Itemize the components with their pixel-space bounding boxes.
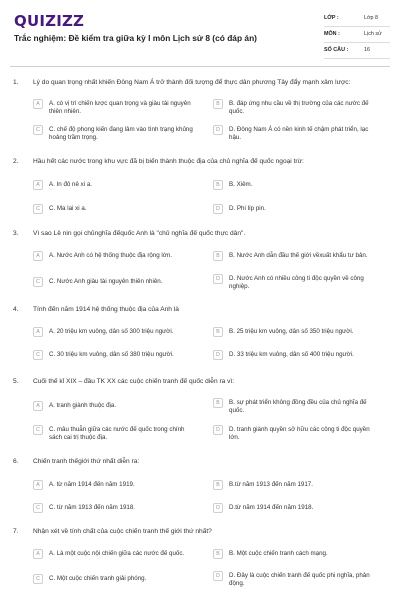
meta-label: MÔN : bbox=[324, 31, 340, 37]
question-text: Vì sao Lê nin gọi chủnghĩa đếquốc Anh là "chủ nghĩa đế quốc thực dân". bbox=[33, 230, 246, 237]
option-text: B.từ năm 1913 đến năm 1917. bbox=[229, 481, 313, 488]
option-text: A. tranh giành thuộc địa. bbox=[49, 402, 117, 409]
page-title: Trắc nghiệm: Đề kiểm tra giữa kỳ I môn Lịch sử 8 (có đáp án) bbox=[14, 33, 257, 43]
option-letter-box: B bbox=[213, 251, 223, 261]
question-text: Chiến tranh thếgiới thứ nhất diễn ra: bbox=[33, 458, 140, 465]
option-text: A. Là một cuộc nội chiến giữa các nước đế quốc. bbox=[49, 550, 185, 557]
option-letter-box: A bbox=[33, 401, 43, 411]
question-text: Hầu hết các nước trong khu vực đã bị biến thành thuộc địa của chủ nghĩa đế quốc ngoại trừ: bbox=[33, 158, 304, 165]
question-number: 7. bbox=[13, 528, 19, 535]
option-text: A. In đô nê xi a. bbox=[49, 181, 92, 188]
option-text: B. Nước Anh dẫn đầu thế giới vềxuất khẩu tư bản. bbox=[229, 252, 368, 259]
option-letter-box: A bbox=[33, 180, 43, 190]
option-text: C. Một cuộc chiến tranh giải phóng. bbox=[49, 575, 147, 582]
option-letter-box: D bbox=[213, 425, 223, 435]
option-letter-box: B bbox=[213, 549, 223, 559]
option-letter-box: B bbox=[213, 480, 223, 490]
option-letter-box: C bbox=[33, 125, 43, 135]
option-text: D. Đây là cuộc chiến tranh đế quốc phi nghĩa, phản động. bbox=[229, 572, 370, 587]
option-text: B. Một cuộc chiến tranh cách mạng. bbox=[229, 550, 328, 557]
option-letter-box: D bbox=[213, 571, 223, 581]
option-text: D. 33 triệu km vuông, dân số 400 triệu người. bbox=[229, 351, 354, 358]
option-text: A. có vị trí chiến lược quan trọng và giàu tài nguyên thiên nhiên. bbox=[49, 100, 191, 115]
option-text: C. 30 triệu km vuông, dân số 380 triệu người. bbox=[49, 351, 174, 358]
meta-value: 16 bbox=[364, 47, 370, 53]
option-text: B. 25 triệu km vuông, dân số 350 triệu người. bbox=[229, 328, 354, 335]
option-text: A. 20 triệu km vuông, dân số 300 triệu người. bbox=[49, 328, 174, 335]
meta-value: Lịch sử bbox=[364, 31, 382, 37]
question-number: 1. bbox=[13, 79, 19, 86]
option-letter-box: A bbox=[33, 251, 43, 261]
option-letter-box: C bbox=[33, 204, 43, 214]
option-letter-box: B bbox=[213, 327, 223, 337]
meta-label: SỐ CÂU : bbox=[324, 47, 349, 53]
question-number: 6. bbox=[13, 458, 19, 465]
option-text: A. Nước Anh có hệ thống thuộc địa rộng lớn. bbox=[49, 252, 173, 259]
worksheet-header bbox=[0, 0, 400, 64]
option-letter-box: B bbox=[213, 99, 223, 109]
meta-row-question-count bbox=[324, 44, 390, 59]
option-letter-box: C bbox=[33, 574, 43, 584]
question-number: 4. bbox=[13, 306, 19, 313]
option-letter-box: D bbox=[213, 350, 223, 360]
option-letter-box: D bbox=[213, 503, 223, 513]
option-text: D. Nước Anh có nhiều công ti độc quyền về công nghiệp. bbox=[229, 275, 364, 290]
option-letter-box: C bbox=[33, 503, 43, 513]
option-letter-box: D bbox=[213, 204, 223, 214]
header-divider bbox=[10, 66, 390, 67]
quizizz-logo: QUIZIZZ bbox=[14, 12, 85, 30]
option-letter-box: A bbox=[33, 99, 43, 109]
meta-info bbox=[324, 12, 390, 60]
question-number: 5. bbox=[13, 378, 19, 385]
option-letter-box: C bbox=[33, 425, 43, 435]
option-text: D. Đông Nam Á có nền kinh tế chậm phát triển, lạc hậu. bbox=[229, 126, 369, 141]
option-text: B. đáp ứng nhu cầu về thị trường của các nước đế quốc. bbox=[229, 100, 369, 115]
option-letter-box: A bbox=[33, 480, 43, 490]
option-letter-box: C bbox=[33, 350, 43, 360]
option-letter-box: D bbox=[213, 274, 223, 284]
meta-label: LỚP : bbox=[324, 15, 339, 21]
question-text: Cuối thế kỉ XIX – đầu TK XX các cuộc chiến tranh đế quốc diễn ra vì: bbox=[33, 378, 235, 385]
question-number: 3. bbox=[13, 230, 19, 237]
option-text: B. sự phát triển không đồng đều của chủ nghĩa đế quốc. bbox=[229, 399, 367, 414]
option-text: D.từ năm 1914 đến năm 1918. bbox=[229, 504, 314, 511]
option-text: C. mâu thuẫn giữa các nước đế quốc trong chính sách cai trị thuộc địa. bbox=[49, 426, 185, 441]
option-letter-box: D bbox=[213, 125, 223, 135]
question-number: 2. bbox=[13, 158, 19, 165]
meta-row-class bbox=[324, 12, 390, 27]
option-text: D. Phi líp pin. bbox=[229, 205, 266, 212]
option-text: C. chế độ phong kiến đang lâm vào tình trạng khủng hoảng trầm trọng. bbox=[49, 126, 193, 141]
question-text: Lý do quan trọng nhất khiến Đông Nam Á trở thành đối tượng để thực dân phương Tây đẩy mạnh xâm lược: bbox=[33, 79, 351, 86]
option-letter-box: A bbox=[33, 549, 43, 559]
option-text: D. tranh giành quyền sở hữu các công ti độc quyền lớn. bbox=[229, 426, 370, 441]
question-text: Nhận xét về tính chất của cuộc chiến tranh thế giới thứ nhất? bbox=[33, 528, 212, 535]
meta-row-subject bbox=[324, 28, 390, 43]
option-text: C. Nước Anh giàu tài nguyên thiên nhiên. bbox=[49, 278, 163, 285]
option-letter-box: B bbox=[213, 398, 223, 408]
question-text: Tính đến năm 1914 hệ thống thuộc địa của Anh là bbox=[33, 306, 179, 313]
option-letter-box: B bbox=[213, 180, 223, 190]
option-text: A. từ năm 1914 đến năm 1919. bbox=[49, 481, 135, 488]
option-text: B. Xiêm. bbox=[229, 181, 253, 188]
option-letter-box: C bbox=[33, 277, 43, 287]
option-text: C. từ năm 1913 đến năm 1918. bbox=[49, 504, 136, 511]
option-text: C. Ma lai xi a. bbox=[49, 205, 87, 212]
meta-value: Lớp 8 bbox=[364, 15, 379, 21]
option-letter-box: A bbox=[33, 327, 43, 337]
